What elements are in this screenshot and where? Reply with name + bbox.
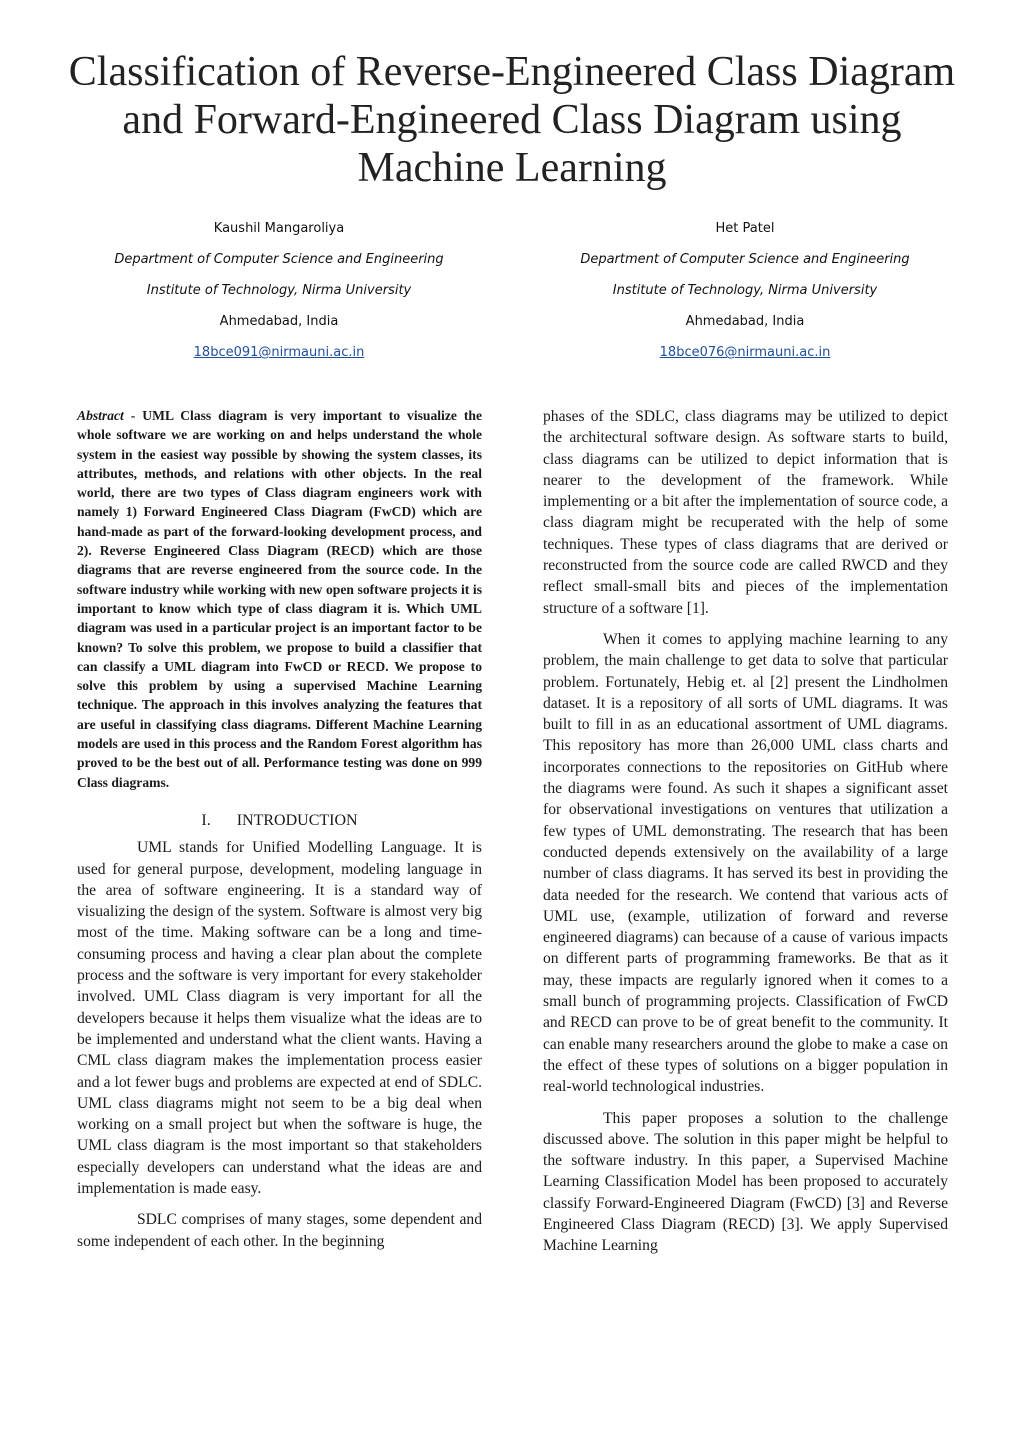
author-block-1 (69, 218, 489, 373)
author-location: Ahmedabad, India (219, 314, 339, 329)
section-number: I. (201, 811, 211, 829)
author-name: Kaushil Mangaroliya (213, 221, 345, 236)
right-column (543, 406, 948, 1257)
intro-paragraph-4: When it comes to applying machine learning to any problem, the main challenge to get data to solve that particular problem. Fortunately, Hebig et. al [2] present the Lindholmen dataset. It is a repository of all sorts of UML diagrams. It was built to fill in as an educational assortment of UML diagrams. This repository has more than 26,000 UML class charts and incorporates connections to the repositories on GitHub where the diagrams were found. As such it shapes a significant asset for observational investigations on ventures that utilization a few types of UML demonstrating. The research that has been conducted depends extensively on the availability of a large number of class diagrams. It has served its best in providing the data needed for the research. We contend that various acts of UML use, (example, utilization of forward and reverse engineered diagrams) can because of a cause of various impacts on different parts of programming frameworks. Be that as it may, these impacts are regularly ignored when it comes to a small bunch of programming projects. Classification of FwCD and RECD can prove to be of great benefit to the community. It can enable many researchers around the globe to make a case on the effect of these types of solutions on a bigger population in real-world technological industries. (543, 630, 948, 1096)
author-block-2 (535, 218, 955, 373)
abstract-text: - UML Class diagram is very important to visualize the whole software we are working on and helps understand the whole system in the easiest way possible by showing the system classes, its attributes, methods, and relations with other objects. In the real world, there are two types of Class diagram engineers work with namely 1) Forward Engineered Class Diagram (FwCD) which are hand-made as part of the forward-looking development process, and 2). Reverse Engineered Class Diagram (RECD) which are those diagrams that are reverse engineered from the source code. In the software industry while working with new open software projects it is important to know which type of class diagram it is. Which UML diagram was used in a particular project is an important factor to be known? To solve this problem, we propose to build a classifier that can classify a UML diagram into FwCD or RECD. We propose to solve this problem by using a supervised Machine Learning technique. The approach in this involves analyzing the features that are useful in classifying class diagrams. Different Machine Learning models are used in this process and the Random Forest algorithm has proved to be the best out of all. Performance testing was done on 999 Class diagrams. (77, 408, 482, 790)
abstract (77, 406, 482, 792)
left-column (77, 406, 482, 1252)
intro-paragraph-3: phases of the SDLC, class diagrams may be utilized to depict the architectural software design. As software starts to build, class diagrams can be utilized to depict information that is nearer to the development of the framework. While implementing or a bit after the implementation of source code, a class diagram might be recuperated with the help of some techniques. These types of class diagrams that are derived or reconstructed from the source code are called RWCD and they reflect small-small bits and pieces of the implementation structure of a software [1]. (543, 408, 948, 617)
intro-paragraph-1: UML stands for Unified Modelling Language. It is used for general purpose, development, modeling language in the area of software engineering. It is a standard way of visualizing the design of the system. Software is almost very big most of the time. Making software can be a long and time-consuming process and having a clear plan about the complete process and the software is very important for every stakeholder involved. UML Class diagram is very important for all the developers because it helps them visualize what the ideas are to be implemented and understand what the client wants. Having a CML class diagram makes the implementation process easier and a lot fewer bugs and problems are expected at end of SDLC. UML class diagrams might not seem to be a big deal when working on a small project but when the software is huge, the UML class diagram is the most important so that stakeholders especially developers can understand what the ideas are and implementation is made easy. (77, 839, 482, 1197)
author-department: Department of Computer Science and Engineering (114, 252, 444, 267)
author-institute: Institute of Technology, Nirma University (612, 283, 878, 298)
intro-paragraph-2: SDLC comprises of many stages, some dependent and some independent of each other. In the beginning (77, 1211, 482, 1250)
section-heading-introduction (77, 810, 482, 831)
abstract-label: Abstract (77, 408, 124, 423)
author-institute: Institute of Technology, Nirma University (146, 283, 412, 298)
paper-title: Classification of Reverse-Engineered Class Diagram and Forward-Engineered Class Diagram using Machine Learning (68, 49, 956, 191)
section-title: INTRODUCTION (236, 811, 358, 829)
intro-paragraph-5: This paper proposes a solution to the challenge discussed above. The solution in this paper might be helpful to the software industry. In this paper, a Supervised Machine Learning Classification Model has been proposed to accurately classify Forward-Engineered Diagram (FwCD) [3] and Reverse Engineered Class Diagram (RECD) [3]. We apply Supervised Machine Learning (543, 1109, 948, 1255)
author-department: Department of Computer Science and Engineering (580, 252, 910, 267)
author-location: Ahmedabad, India (685, 314, 805, 329)
author-name: Het Patel (715, 221, 775, 236)
author-email-link[interactable]: 18bce091@nirmauni.ac.in (193, 345, 365, 360)
author-email-link[interactable]: 18bce076@nirmauni.ac.in (659, 345, 831, 360)
